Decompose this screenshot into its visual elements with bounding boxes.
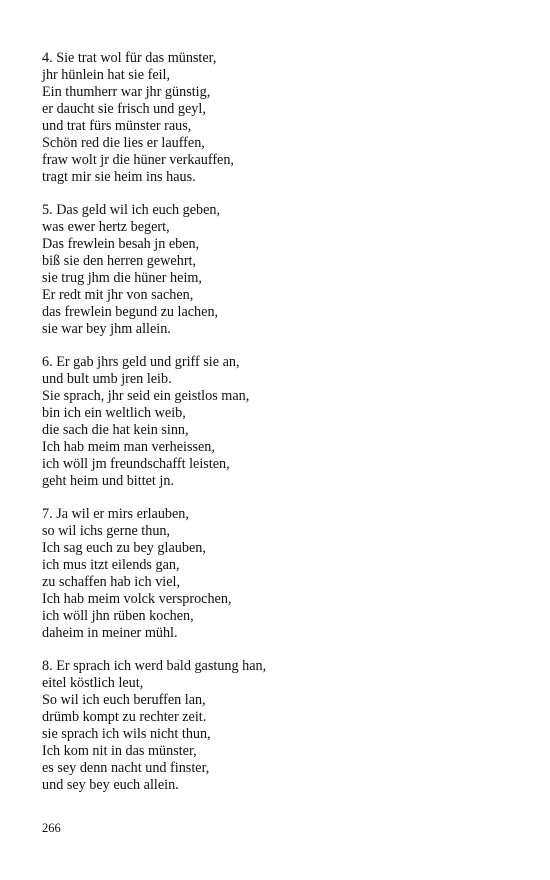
verse-line: 4. Sie trat wol für das münster,	[42, 50, 217, 66]
verse-line: eitel köstlich leut,	[42, 675, 144, 691]
verse-line: Schön red die lies er lauffen,	[42, 135, 205, 151]
verse-line: geht heim und bittet jn.	[42, 473, 175, 489]
verse-line: und bult umb jren leib.	[42, 371, 172, 387]
verse-line: das frewlein begund zu lachen,	[42, 304, 219, 320]
stanza-6	[42, 354, 512, 490]
verse-line: 6. Er gab jhrs geld und griff sie an,	[42, 354, 240, 370]
verse-line: Ich hab meim volck versprochen,	[42, 591, 232, 607]
verse-line: daheim in meiner mühl.	[42, 625, 178, 641]
verse-line: 5. Das geld wil ich euch geben,	[42, 202, 221, 218]
verse-line: 8. Er sprach ich werd bald gastung han,	[42, 658, 267, 674]
verse-line: sie sprach ich wils nicht thun,	[42, 726, 211, 742]
verse-line: ich wöll jm freundschafft leisten,	[42, 456, 230, 472]
verse-line: und sey bey euch allein.	[42, 777, 179, 793]
verse-line: 7. Ja wil er mirs erlauben,	[42, 506, 189, 522]
verse-line: fraw wolt jr die hüner verkauffen,	[42, 152, 234, 168]
verse-line: biß sie den herren gewehrt,	[42, 253, 197, 269]
poem-body	[42, 50, 512, 810]
verse-line: sie war bey jhm allein.	[42, 321, 171, 337]
verse-line: so wil ichs gerne thun,	[42, 523, 171, 539]
verse-line: Er redt mit jhr von sachen,	[42, 287, 194, 303]
stanza-7	[42, 506, 512, 642]
verse-line: sie trug jhm die hüner heim,	[42, 270, 202, 286]
page-number: 266	[42, 821, 61, 835]
stanza-5	[42, 202, 512, 338]
verse-line: er daucht sie frisch und geyl,	[42, 101, 206, 117]
stanza-8	[42, 658, 512, 794]
verse-line: drümb kompt zu rechter zeit.	[42, 709, 207, 725]
verse-line: Sie sprach, jhr seid ein geistlos man,	[42, 388, 250, 404]
verse-line: was ewer hertz begert,	[42, 219, 170, 235]
verse-line: tragt mir sie heim ins haus.	[42, 169, 196, 185]
verse-line: zu schaffen hab ich viel,	[42, 574, 181, 590]
verse-line: Ich kom nit in das münster,	[42, 743, 197, 759]
verse-line: ich wöll jhn rüben kochen,	[42, 608, 194, 624]
verse-line: und trat fürs münster raus,	[42, 118, 192, 134]
verse-line: ich mus itzt eilends gan,	[42, 557, 180, 573]
verse-line: die sach die hat kein sinn,	[42, 422, 189, 438]
verse-line: So wil ich euch beruffen lan,	[42, 692, 206, 708]
verse-line: Ich hab meim man verheissen,	[42, 439, 215, 455]
verse-line: Das frewlein besah jn eben,	[42, 236, 200, 252]
verse-line: Ich sag euch zu bey glauben,	[42, 540, 206, 556]
verse-line: Ein thumherr war jhr günstig,	[42, 84, 211, 100]
stanza-4	[42, 50, 512, 186]
verse-line: jhr hünlein hat sie feil,	[42, 67, 171, 83]
verse-line: es sey denn nacht und finster,	[42, 760, 210, 776]
verse-line: bin ich ein weltlich weib,	[42, 405, 186, 421]
